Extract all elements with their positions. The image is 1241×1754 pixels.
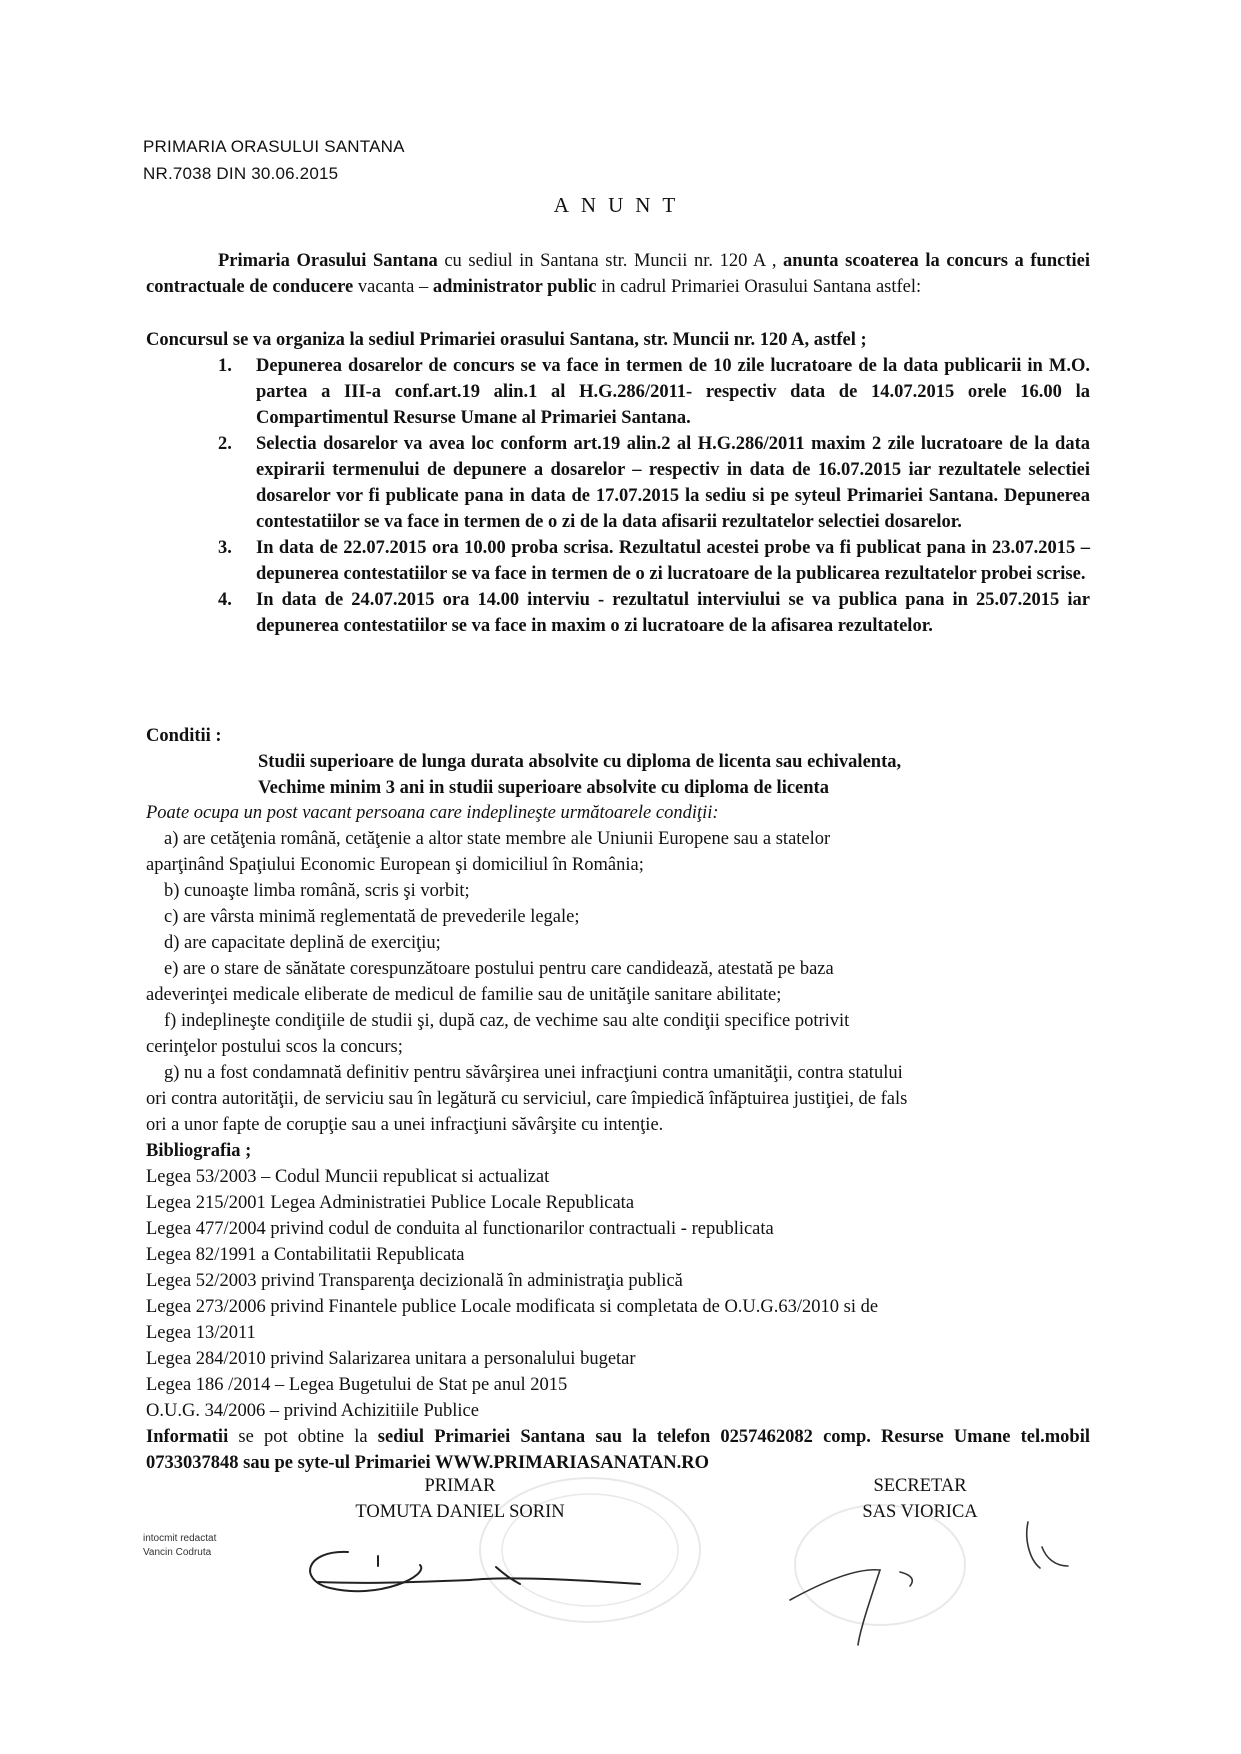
bibliography-item: Legea 186 /2014 – Legea Bugetului de Stat pe anul 2015 (146, 1375, 568, 1395)
eligibility-line: adeverinţei medicale eliberate de medicul de familie sau de unităţile sanitare abilitate; (146, 985, 782, 1005)
eligibility-line: e) are o stare de sănătate corespunzătoare postului pentru care candidează, atestată pe baza (164, 959, 834, 979)
secretary-signature-icon (790, 1522, 1068, 1645)
mayor-name: TOMUTA DANIEL SORIN (355, 1502, 565, 1522)
mayor-signature-icon (310, 1552, 640, 1591)
conditions-heading: Conditii : (146, 726, 222, 746)
organization-paragraph: Concursul se va organiza la sediul Primariei orasului Santana, str. Muncii nr. 120 A, astfel ; (146, 330, 867, 350)
eligibility-line: a) are cetăţenia română, cetăţenie a altor state membre ale Uniunii Europene sau a statelor (164, 829, 831, 849)
registration-number: NR.7038 DIN 30.06.2015 (143, 164, 339, 183)
eligibility-line: f) indeplineşte condiţiile de studii şi, după caz, de vechime sau alte condiţii specifice potrivit (164, 1011, 850, 1031)
eligibility-line: cerinţelor postului scos la concurs; (146, 1037, 403, 1057)
eligibility-line: d) are capacitate deplină de exerciţiu; (164, 933, 441, 953)
stamp-left-icon (480, 1478, 700, 1622)
eligibility-line: ori a unor fapte de corupţie sau a unei infracţiuni săvârşite cu intenţie. (146, 1115, 664, 1135)
intro-text-3: in cadrul Primariei Orasului Santana astfel: (596, 277, 922, 297)
condition-studies: Studii superioare de lunga durata absolvite cu diploma de licenta sau echivalenta, (258, 752, 902, 772)
eligibility-line: ori contra autorităţii, de serviciu sau în legătură cu serviciul, care împiedică înfăptuirea justiţiei, de fals (146, 1089, 908, 1109)
stamp-right-icon (795, 1505, 965, 1625)
secretary-role: SECRETAR (873, 1476, 967, 1496)
mayor-role: PRIMAR (424, 1476, 496, 1496)
bibliography-item: Legea 82/1991 a Contabilitatii Republicata (146, 1245, 465, 1265)
contact-text: se pot obtine la (228, 1427, 378, 1447)
bibliography-item: Legea 284/2010 privind Salarizarea unitara a personalului bugetar (146, 1349, 636, 1369)
step-item: 4. In data de 24.07.2015 ora 14.00 interviu - rezultatul interviului se va publica pana in 25.07.2015 iar depunerea contestatiilor se va face in maxim o zi lucratoare de la afisarea rezultatelor. (218, 590, 1090, 636)
bibliography-item: Legea 53/2003 – Codul Muncii republicat si actualizat (146, 1167, 550, 1187)
bibliography-item: Legea 273/2006 privind Finantele publice Locale modificata si completata de O.U.G.63/2010 si de (146, 1297, 879, 1317)
contact-bold-1: Informatii (146, 1427, 229, 1447)
bibliography-item: Legea 13/2011 (146, 1323, 256, 1343)
intro-text-2: vacanta – (353, 277, 433, 297)
intro-text-1: cu sediul in Santana str. Muncii nr. 120 A , (437, 251, 784, 271)
institution-name: PRIMARIA ORASULUI SANTANA (143, 137, 405, 156)
contact-bold-2: sediul Primariei Santana sau la telefon 0257462082 comp. Resurse Umane tel.mobil 0733037848 sau pe syte-ul Primariei WWW.PRIMARIASANATAN.RO (146, 1427, 1090, 1473)
secretary-name: SAS VIORICA (862, 1502, 978, 1522)
bibliography-item: Legea 52/2003 privind Transparenţa decizională în administraţia publică (146, 1271, 683, 1291)
bibliography-item: Legea 477/2004 privind codul de conduita al functionarilor contractuali - republicata (146, 1219, 774, 1239)
condition-experience: Vechime minim 3 ani in studii superioare absolvite cu diploma de licenta (258, 778, 829, 798)
bibliography-heading: Bibliografia ; (146, 1141, 252, 1161)
step-item: 1. Depunerea dosarelor de concurs se va face in termen de 10 zile lucratoare de la data publicarii in M.O. partea a III-a conf.art.19 alin.1 al H.G.286/2011- respectiv data de 14.07.2015 orele 16.00 la Compartimentul Resurse Umane al Primariei Santana. (218, 356, 1090, 428)
bibliography-item: O.U.G. 34/2006 – privind Achizitiile Publice (146, 1401, 479, 1421)
footnote-author: Vancin Codruta (143, 1547, 212, 1558)
document-title: ANUNT (553, 193, 688, 217)
eligibility-line: g) nu a fost condamnată definitiv pentru săvârşirea unei infracţiuni contra umanităţii, contra statului (164, 1063, 903, 1083)
eligibility-line: aparţinând Spaţiului Economic European şi domiciliul în România; (146, 855, 644, 875)
eligibility-intro: Poate ocupa un post vacant persoana care indeplineşte următoarele condiţii: (146, 803, 719, 823)
intro-bold-1: Primaria Orasului Santana (218, 251, 438, 271)
eligibility-line: c) are vârsta minimă reglementată de prevederile legale; (164, 907, 580, 927)
step-item: 3. In data de 22.07.2015 ora 10.00 proba scrisa. Rezultatul acestei probe va fi publicat pana in 23.07.2015 – depunerea contestatiilor se va face in termen de o zi lucratoare de la publicarea rezultatelor probei scrise. (218, 538, 1090, 584)
eligibility-line: b) cunoaşte limba română, scris şi vorbit; (164, 881, 470, 901)
bibliography-item: Legea 215/2001 Legea Administratiei Publice Locale Republicata (146, 1193, 635, 1213)
step-item: 2. Selectia dosarelor va avea loc conform art.19 alin.2 al H.G.286/2011 maxim 2 zile lucratoare de la data expirarii termenului de depunere a dosarelor – respectiv in data de 16.07.2015 iar rezultatele selectiei dosarelor vor fi publicate pana in data de 17.07.2015 la sediu si pe syteul Primariei Santana. Depunerea contestatiilor se va face in termen de o zi de la data afisarii rezultatelor selectiei dosarelor. (218, 434, 1090, 532)
footnote-prepared: intocmit redactat (143, 1533, 217, 1544)
intro-bold-2: anunta scoaterea la concurs a functiei contractuale de conducere (146, 251, 1090, 297)
intro-bold-3: administrator public (432, 277, 597, 297)
